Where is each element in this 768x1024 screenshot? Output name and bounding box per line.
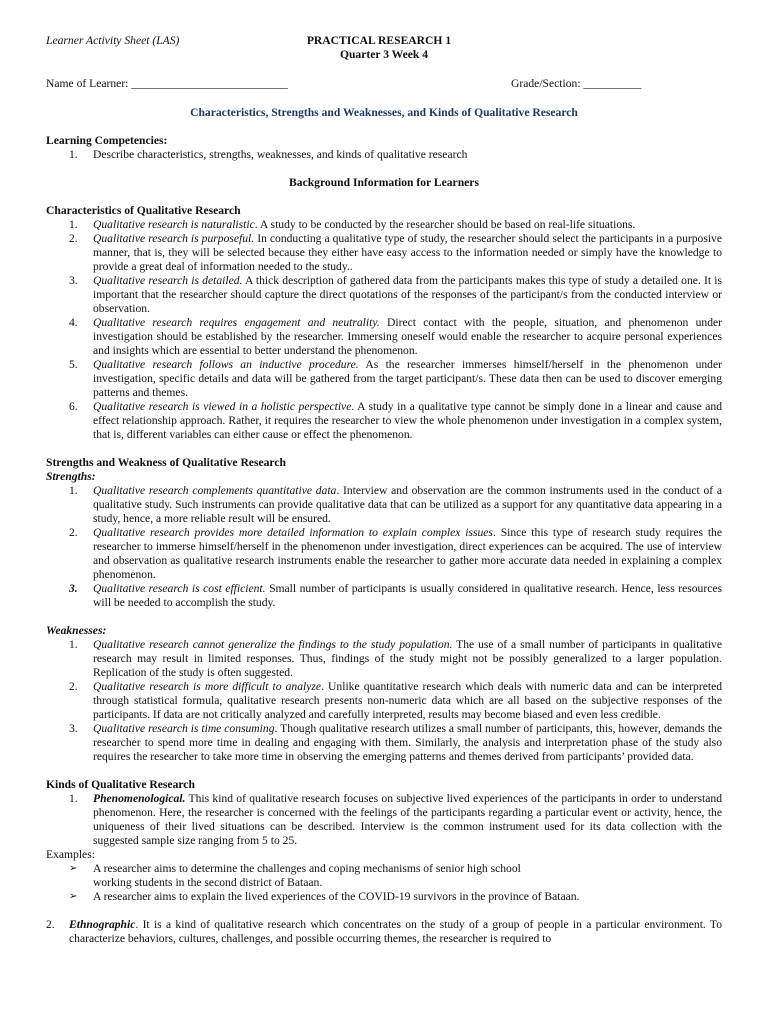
characteristics-heading: Characteristics of Qualitative Research — [46, 204, 241, 217]
arrow-bullet-icon: ➢ — [69, 863, 78, 874]
competencies-heading: Learning Competencies: — [46, 134, 168, 147]
competencies-list — [46, 148, 722, 162]
learner-name-field: Name of Learner: ___________________________ — [46, 77, 288, 90]
list-item: 2. Qualitative research provides more detailed information to explain complex issues. Since this type of research study requires the researcher to immerse himself/herself in the phenomenon under investigation, direct experiences can be acquired. The use of interview and observation as qualitative research instruments enable the researcher to gather more accurate data needed in explaining a complex phenomenon. — [69, 526, 722, 581]
strengths-weakness-heading: Strengths and Weakness of Qualitative Research — [46, 456, 286, 469]
list-item: 1. Qualitative research complements quantitative data. Interview and observation are the common instruments used in the conduct of a qualitative study. Such instruments can provide qualitative data that can be utilized as a support for any quantitative data appearing in a study, hence, a more reliable result will be ensured. — [69, 484, 722, 525]
list-item: ➢ A researcher aims to determine the challenges and coping mechanisms of senior high school working students in the second district of Bataan. — [69, 862, 521, 889]
list-item: 1. Describe characteristics, strengths, weaknesses, and kinds of qualitative research — [69, 148, 468, 161]
examples-list — [46, 862, 722, 904]
characteristics-list — [46, 218, 722, 442]
document-header — [46, 34, 722, 64]
list-item: 3. Qualitative research is time consuming. Though qualitative research utilizes a small number of participants, this, however, demands the researcher to spend more time in dealing and engaging with them. Similarly, the analysis and interpretation phase of the study also requires the researcher to take more time in observing the emerging patterns and themes derived from participants’ provided data. — [69, 722, 722, 763]
list-item: 6. Qualitative research is viewed in a holistic perspective. A study in a qualitative type cannot be simply done in a linear and cause and effect relationship approach. Rather, it requires the researcher to view the whole phenomenon under investigation in a complex system, that is, different variables can either cause or effect the phenomenon. — [69, 400, 722, 441]
kinds-heading: Kinds of Qualitative Research — [46, 778, 195, 791]
list-item: 3. Qualitative research is cost efficient. Small number of participants is usually considered in qualitative research. Hence, less resources will be needed to accomplish the study. — [69, 582, 722, 609]
list-item: 4. Qualitative research requires engagement and neutrality. Direct contact with the people, situation, and phenomenon under investigation should be established by the researcher. Immersing oneself would enable the researcher to acquire personal experiences and insights which are essential to better understand the phenomenon. — [69, 316, 722, 357]
examples-label: Examples: — [46, 848, 95, 861]
strengths-list — [46, 484, 722, 610]
weaknesses-label: Weaknesses: — [46, 624, 107, 637]
kinds-list — [46, 792, 722, 848]
list-item: 2. Qualitative research is more difficult to analyze. Unlike quantitative research which deals with numeric data and can be interpreted through statistical formula, qualitative research presents non-numeric data which are all based on the subjective responses of the participants. If data are not critically analyzed and carefully interpreted, results may become biased and even less credible. — [69, 680, 723, 721]
arrow-bullet-icon: ➢ — [69, 891, 78, 902]
lesson-title: Characteristics, Strengths and Weaknesses, and Kinds of Qualitative Research — [190, 106, 578, 119]
quarter-week: Quarter 3 Week 4 — [339, 48, 429, 61]
course-title: PRACTICAL RESEARCH 1 — [306, 34, 452, 47]
grade-section-field: Grade/Section: __________ — [511, 77, 642, 90]
list-item: 3. Qualitative research is detailed. A thick description of gathered data from the participants makes this type of study a detailed one. It is important that the researcher should capture the direct quotations of the responses of the participant/s from the conducted interview or observation. — [69, 274, 722, 315]
weaknesses-list — [46, 638, 722, 764]
las-label: Learner Activity Sheet (LAS) — [46, 34, 180, 47]
list-item: 1. Qualitative research is naturalistic. A study to be conducted by the researcher should be based on real-life situations. — [69, 218, 636, 231]
background-heading: Background Information for Learners — [289, 176, 479, 189]
list-item: 1. Phenomenological. This kind of qualitative research focuses on subjective lived experiences of the participants in order to understand phenomenon. Here, the researcher is concerned with the feelings of the participants regarding a particular event or activity, hence, the uniqueness of their lived situations can be described. Interview is the common instrument used for its data collection with the suggested sample size ranging from 5 to 25. — [69, 792, 722, 847]
list-item: 1. Qualitative research cannot generalize the findings to the study population. The use of a small number of participants in qualitative research may result in limited responses. Thus, findings of the study might not be possibly generalized to a larger population. Replication of the study is often suggested. — [69, 638, 722, 679]
strengths-label: Strengths: — [46, 470, 96, 483]
list-item: 2. Qualitative research is purposeful. In conducting a qualitative type of study, the researcher should select the participants in a purposive manner, that is, they will be selected because they either have easy access to the information needed or simply have the knowledge to provide a great deal of information needed to the study.. — [69, 232, 723, 273]
kind-ethnographic: 2. Ethnographic. It is a kind of qualitative research which concentrates on the study of a group of people in a particular environment. To characterize behaviors, cultures, challenges, and possible occurring themes, the researcher is required to — [46, 918, 722, 945]
list-item: ➢ A researcher aims to explain the lived experiences of the COVID-19 survivors in the province of Bataan. — [69, 890, 580, 903]
list-item: 5. Qualitative research follows an inductive procedure. As the researcher immerses himself/herself in the phenomenon under investigation, specific details and data will be gathered from the target participant/s. These data then can be used to discover emerging patterns and themes. — [69, 358, 722, 399]
learner-info-row — [46, 77, 722, 93]
